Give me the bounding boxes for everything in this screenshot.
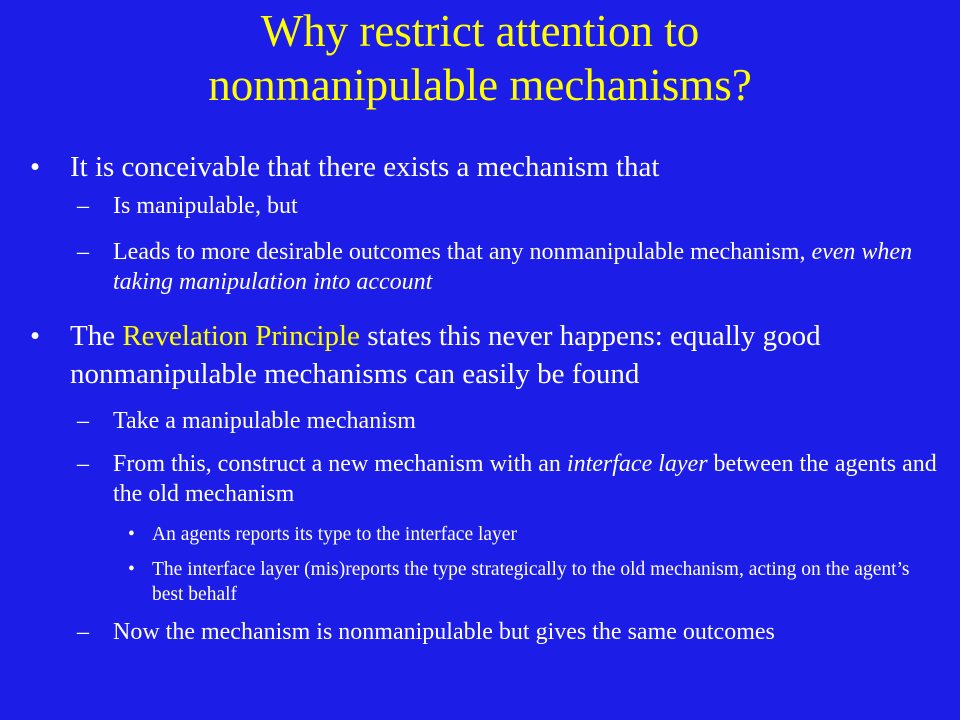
slide-body: [0, 148, 960, 647]
dash-icon: –: [77, 408, 89, 434]
bullet-dot-icon: •: [128, 559, 135, 580]
sub-bullet-text: Is manipulable, but: [113, 193, 298, 219]
sub-sub-bullet-agent-reports: [0, 522, 960, 547]
dash-icon: –: [77, 619, 89, 645]
slide-title: [40, 4, 920, 112]
revelation-principle-highlight: Revelation Principle: [122, 320, 360, 352]
sub-bullet-text: Take a manipulable mechanism: [113, 408, 416, 434]
sub-bullet-text: Leads to more desirable outcomes that any nonmanipulable mechanism,: [113, 239, 812, 265]
sub-bullet-now-nonmanipulable: [0, 617, 960, 647]
sub-sub-bullet-text: An agents reports its type to the interface layer: [152, 524, 517, 545]
sub-bullet-text-post: between the agents and the old mechanism: [113, 451, 937, 507]
dash-icon: –: [77, 193, 89, 219]
bullet-revelation-principle: [0, 317, 960, 393]
bullet-text: It is conceivable that there exists a mechanism that: [70, 151, 660, 183]
bullet-dot-icon: •: [30, 151, 41, 183]
sub-sub-bullet-interface-misreports: [0, 557, 960, 607]
sub-sub-bullet-text: The interface layer (mis)reports the type strategically to the old mechanism, acting on the agent’s best behalf: [152, 559, 910, 605]
bullet-dot-icon: •: [30, 320, 41, 352]
bullet-text-suffix: states this never happens: equally good nonmanipulable mechanisms can easily be found: [70, 320, 821, 390]
bullet-conceivable: [0, 148, 960, 186]
bullet-dot-icon: •: [128, 524, 135, 545]
title-line-2: nonmanipulable mechanisms?: [208, 60, 752, 110]
bullet-text-prefix: The: [70, 320, 123, 352]
title-line-1: Why restrict attention to: [260, 6, 700, 56]
sub-bullet-text-pre: From this, construct a new mechanism with an: [113, 451, 567, 477]
interface-layer-italic: interface layer: [566, 451, 708, 477]
sub-bullet-take-mechanism: [0, 406, 960, 436]
sub-bullet-text: Now the mechanism is nonmanipulable but gives the same outcomes: [113, 619, 775, 645]
sub-bullet-manipulable: [0, 191, 960, 221]
sub-bullet-desirable-outcomes: [0, 237, 960, 297]
sub-bullet-construct-mechanism: [0, 449, 960, 509]
dash-icon: –: [77, 239, 89, 265]
dash-icon: –: [77, 451, 89, 477]
sub-bullet-italic: even when taking manipulation into account: [113, 239, 913, 295]
